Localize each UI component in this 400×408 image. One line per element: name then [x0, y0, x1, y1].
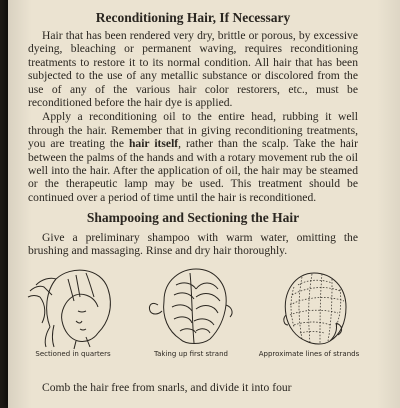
section-reconditioning — [28, 10, 358, 204]
emphasis-hair-itself: hair itself — [128, 137, 179, 151]
caption-sectioned-quarters: Sectioned in quarters — [35, 350, 111, 358]
paragraph-reconditioning-1: Hair that has been rendered very dry, brittle or porous, by excessive dyeing, bleaching or permanent waving, requires reconditioning treatments to restore it to its normal condition. All hair that has been subjected to the use of any metallic substance or discolored from the use of any of the various hair color restorers, etc., must be reconditioned before the hair dye is applied. — [28, 29, 358, 110]
caption-first-strand: Taking up first strand — [154, 350, 228, 358]
head-sectioned-quarters-illustration — [16, 261, 130, 351]
illustration-row — [16, 261, 368, 373]
figure-first-strand — [134, 261, 248, 373]
head-strand-lines-illustration — [252, 261, 366, 351]
book-page — [8, 0, 400, 408]
paragraph-reconditioning-2 — [28, 110, 358, 204]
head-first-strand-illustration — [134, 261, 248, 351]
paragraph-closing: Comb the hair free from snarls, and divide it into four — [42, 381, 292, 394]
paragraph-text: Apply a reconditioning oil to the entire head, rubbing it well through the hair. Remember that in giving reconditioning treatments, you are treating the — [28, 110, 358, 151]
paragraph-shampooing-1: Give a preliminary shampoo with warm water, omitting the brushing and massaging. Rinse and dry hair thoroughly. — [28, 231, 358, 258]
section-closing — [28, 381, 358, 394]
figure-sectioned-quarters — [16, 261, 130, 373]
section-shampooing — [28, 210, 358, 258]
heading-shampooing: Shampooing and Sectioning the Hair — [86, 210, 300, 225]
caption-strand-lines: Approximate lines of strands — [258, 350, 360, 358]
figure-strand-lines — [252, 261, 366, 373]
heading-reconditioning: Reconditioning Hair, If Necessary — [95, 10, 291, 25]
paragraph-text: , rather than the scalp. Take the hair between the palms of the hands and with a rotary movement rub the oil well into the hair. After the application of oil, the hair may be steamed or the therapeutic lamp may be used. This treatment should be continued over a period of time until the hair is reconditioned. — [28, 137, 359, 204]
